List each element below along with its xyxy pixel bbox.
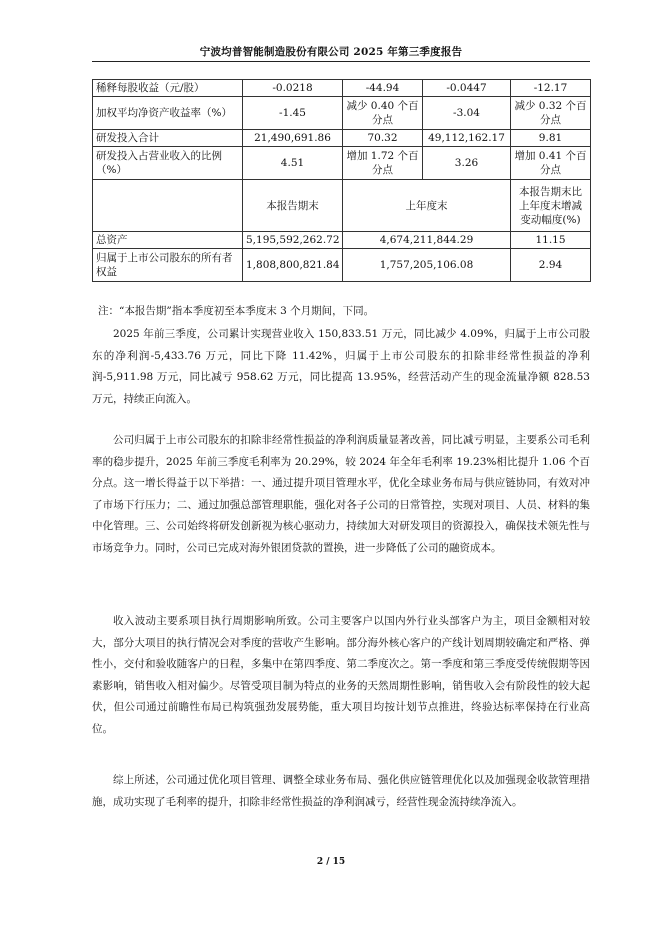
table-cell: 2.94 bbox=[511, 249, 591, 282]
header-rule bbox=[92, 61, 590, 62]
table-cell: -0.0447 bbox=[423, 80, 511, 97]
row-label: 归属于上市公司股东的所有者权益 bbox=[93, 249, 243, 282]
table-row bbox=[93, 232, 591, 249]
paragraph-conclusion: 综上所述，公司通过优化项目管理、调整全球业务布局、强化供应链管理优化以及加强现金收款管理措施，成功实现了毛利率的提升，扣除非经常性损益的净利润减亏，经营性现金流持续净流入。 bbox=[92, 774, 590, 808]
table-cell: 1,757,205,106.08 bbox=[343, 249, 511, 282]
table-cell: 增加 1.72 个百分点 bbox=[343, 147, 423, 180]
table-cell: -0.0218 bbox=[243, 80, 343, 97]
table-cell: 3.26 bbox=[423, 147, 511, 180]
table-cell: 1,808,800,821.84 bbox=[243, 249, 343, 282]
paragraph-revenue-summary: 2025 年前三季度，公司累计实现营业收入 150,833.51 万元，同比减少 4.09%，归属于上市公司股东的净利润-5,433.76 万元，同比下降 11.42%，归属于上市公司股东的扣除非经常性损益的净利润-5,911.98 万元，同比减亏 958.62 万元，同比提高 13.95%，经营活动产生的现金流量净额 828.53 万元，持续正向流入。 bbox=[92, 328, 590, 405]
table-cell: 4,674,211,844.29 bbox=[343, 232, 511, 249]
paragraph-revenue-fluctuation: 收入波动主要系项目执行周期影响所致。公司主要客户以国内外行业头部客户为主，项目金额相对较大，部分大项目的执行情况会对季度的营收产生影响。部分海外核心客户的产线计划周期较确定和严格、弹性小，交付和验收随客户的日程，多集中在第四季度、第二季度次之。第一季度和第三季度受传统假期等因素影响，销售收入相对偏少。尽管受项目制为特点的业务的天然周期性影响，销售收入会有阶段性的较大起伏，但公司通过前瞻性布局已构筑强劲发展势能，重大项目均按计划节点推进，终验达标率保持在行业高位。 bbox=[92, 615, 590, 735]
row-label: 研发投入合计 bbox=[93, 130, 243, 147]
table-row bbox=[93, 147, 591, 180]
table-cell: -3.04 bbox=[423, 97, 511, 130]
row-label: 总资产 bbox=[93, 232, 243, 249]
row-label: 加权平均净资产收益率（%） bbox=[93, 97, 243, 130]
table-cell: 增加 0.41 个百分点 bbox=[511, 147, 591, 180]
row-label: 稀释每股收益（元/股） bbox=[93, 80, 243, 97]
table-cell: -1.45 bbox=[243, 97, 343, 130]
paragraph-profit-quality: 公司归属于上市公司股东的扣除非经常性损益的净利润质量显著改善，同比减亏明显，主要系公司毛利率的稳步提升，2025 年前三季度毛利率为 20.29%，较 2024 年全年毛利率 19.23%相比提升 1.06 个百分点。这一增长得益于以下举措：一、通过提升项目管理水平，优化全球业务布局与供应链协同，有效对冲了市场下行压力；二、通过加强总部管理职能，强化对各子公司的日常管控，实现对项目、人员、材料的集中化管理。三、公司始终将研发创新视为核心驱动力，持续加大对研发项目的资源投入，确保技术领先性与市场竞争力。同时，公司已完成对海外银团贷款的置换，进一步降低了公司的融资成本。 bbox=[92, 434, 590, 554]
table-cell: 49,112,162.17 bbox=[423, 130, 511, 147]
empty-cell bbox=[93, 180, 243, 232]
table-row bbox=[93, 249, 591, 282]
table-row bbox=[93, 130, 591, 147]
table-cell: -12.17 bbox=[511, 80, 591, 97]
table-row bbox=[93, 97, 591, 130]
table-subheader-row bbox=[93, 180, 591, 232]
table-cell: 减少 0.32 个百分点 bbox=[511, 97, 591, 130]
column-header: 本报告期末 bbox=[243, 180, 343, 232]
table-cell: 11.15 bbox=[511, 232, 591, 249]
table-row bbox=[93, 80, 591, 97]
column-header: 上年度末 bbox=[343, 180, 511, 232]
financial-indicators-table bbox=[92, 79, 591, 282]
table-cell: 减少 0.40 个百分点 bbox=[343, 97, 423, 130]
table-cell: 9.81 bbox=[511, 130, 591, 147]
table-cell: 5,195,592,262.72 bbox=[243, 232, 343, 249]
table-cell: 70.32 bbox=[343, 130, 423, 147]
table-cell: 21,490,691.86 bbox=[243, 130, 343, 147]
table-cell: 4.51 bbox=[243, 147, 343, 180]
table-note: 注：“本报告期”指本季度初至本季度末 3 个月期间，下同。 bbox=[98, 305, 375, 317]
row-label: 研发投入占营业收入的比例（%） bbox=[93, 147, 243, 180]
page-number: 2 / 15 bbox=[316, 857, 346, 867]
table-cell: -44.94 bbox=[343, 80, 423, 97]
page-header: 宁波均普智能制造股份有限公司 2025 年第三季度报告 bbox=[199, 46, 463, 58]
column-header: 本报告期末比上年度末增减变动幅度(%) bbox=[511, 180, 591, 232]
